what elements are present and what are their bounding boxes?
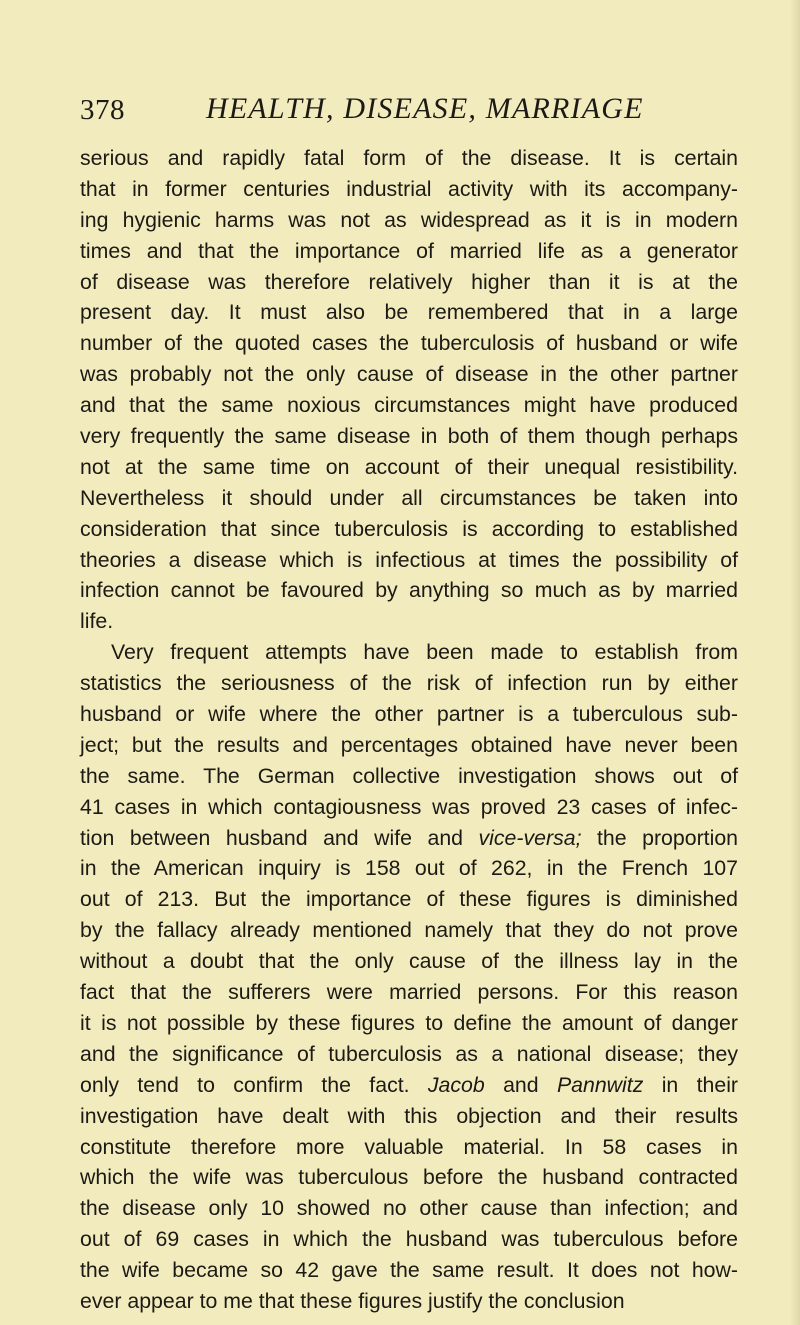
text-line: Very frequent attempts have been made to establish from	[111, 640, 738, 665]
text-segment: tion between husband and wife and	[80, 825, 464, 850]
text-line: infection cannot be favoured by anything so much as by married	[80, 578, 738, 603]
text-line: which the wife was tuberculous before the husband contracted	[80, 1165, 738, 1190]
running-head: HEALTH, DISEASE, MARRIAGE	[206, 92, 644, 125]
text-line: present day. It must also be remembered that in a large	[80, 300, 738, 325]
text-line: ject; but the results and percentages obtained have never been	[80, 732, 738, 757]
page-edge-shadow	[790, 0, 800, 1325]
text-line: was probably not the only cause of disease in the other partner	[80, 362, 738, 387]
text-line: not at the same time on account of their unequal resistibility.	[80, 454, 738, 479]
text-line: the disease only 10 showed no other cause than infection; and	[80, 1196, 738, 1221]
text-line: number of the quoted cases the tuberculosis of husband or wife	[80, 331, 738, 356]
text-line: consideration that since tuberculosis is according to established	[80, 516, 738, 541]
text-line: the same. The German collective investigation shows out of	[80, 763, 738, 788]
text-line: Nevertheless it should under all circumstances be taken into	[80, 485, 738, 510]
text-line: of disease was therefore relatively higher than it is at the	[80, 269, 738, 294]
text-line: theories a disease which is infectious at times the possibility of	[80, 547, 738, 572]
text-line: and the significance of tuberculosis as a national disease; they	[80, 1041, 738, 1066]
text-line: very frequently the same disease in both of them though perhaps	[80, 424, 738, 449]
text-line: serious and rapidly fatal form of the disease. It is certain	[80, 146, 738, 170]
text-line: that in former centuries industrial activity with its accompany-	[80, 176, 738, 201]
text-line: ever appear to me that these figures justify the conclusion	[80, 1288, 625, 1313]
text-line: out of 213. But the importance of these figures is diminished	[80, 887, 738, 912]
text-line: the wife became so 42 gave the same result. It does not how-	[80, 1258, 738, 1283]
page-header	[80, 82, 740, 138]
text-segment: in their	[661, 1072, 739, 1097]
text-line: statistics the seriousness of the risk of infection run by either	[80, 671, 738, 696]
text-line-mixed	[80, 1070, 738, 1101]
author-name-pannwitz: Pannwitz	[556, 1072, 644, 1097]
italic-term: vice-versa;	[478, 825, 582, 850]
text-line: constitute therefore more valuable material. In 58 cases in	[80, 1134, 738, 1159]
text-line: in the American inquiry is 158 out of 262, in the French 107	[80, 856, 738, 881]
text-segment: only tend to confirm the fact.	[80, 1072, 410, 1097]
text-segment: and	[503, 1072, 539, 1097]
text-line: fact that the sufferers were married persons. For this reason	[80, 980, 738, 1005]
text-line: without a doubt that the only cause of the illness lay in the	[80, 949, 738, 974]
author-name-jacob: Jacob	[427, 1072, 485, 1097]
text-line: times and that the importance of married life as a generator	[80, 238, 738, 263]
text-line: 41 cases in which contagiousness was proved 23 cases of infec-	[80, 794, 738, 819]
text-line: investigation have dealt with this objection and their results	[80, 1103, 738, 1128]
text-line: by the fallacy already mentioned namely that they do not prove	[80, 918, 738, 943]
body-text	[80, 143, 738, 1317]
text-line: it is not possible by these figures to define the amount of danger	[80, 1010, 738, 1035]
text-line-mixed	[80, 823, 738, 854]
text-line: ing hygienic harms was not as widespread as it is in modern	[80, 207, 738, 232]
text-line: out of 69 cases in which the husband was tuberculous before	[80, 1227, 738, 1252]
text-line: and that the same noxious circumstances might have produced	[80, 393, 738, 418]
page-number: 378	[80, 94, 125, 126]
text-line: husband or wife where the other partner is a tuberculous sub-	[80, 702, 738, 727]
text-segment: the proportion	[597, 825, 739, 850]
text-line: life.	[80, 609, 114, 634]
